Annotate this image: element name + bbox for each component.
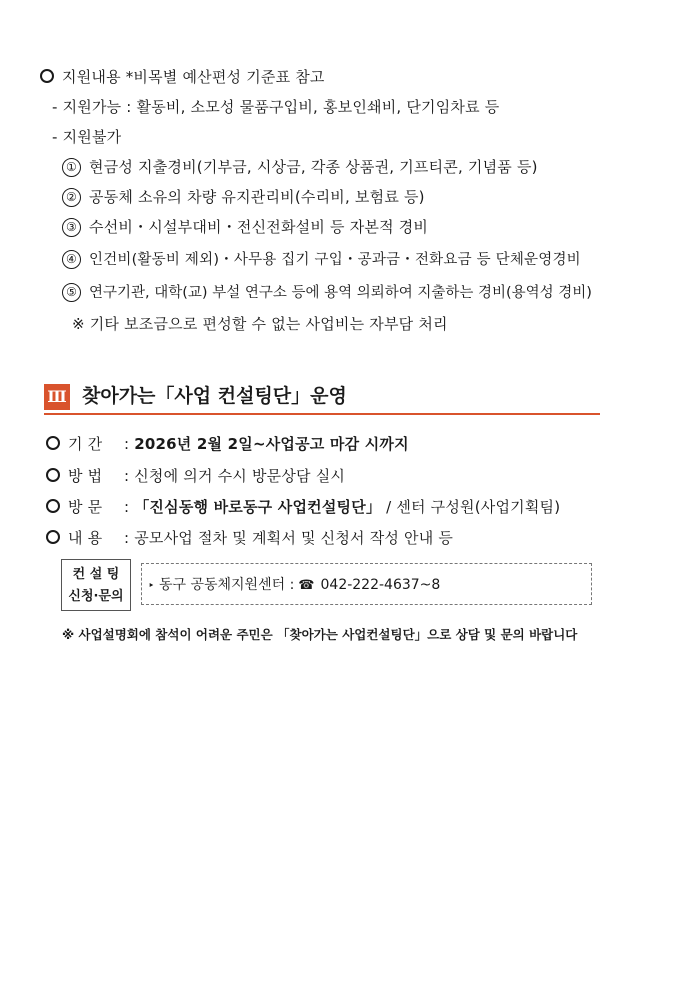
row-label: 방 문 [68,498,103,516]
item-number: ② [62,188,81,207]
phone-icon: ☎ [298,578,315,593]
disallowed-item [62,250,581,270]
row-sep: : [124,529,130,547]
info-row-content [46,528,453,548]
row-label: 기 간 [68,435,103,453]
item-text: 공동체 소유의 차량 유지관리비(수리비, 보험료 등) [89,188,425,206]
circle-bullet-icon [46,499,60,513]
item-number: ① [62,158,81,177]
footnote: ※ 사업설명회에 참석이 어려운 주민은 「찾아가는 사업컨설팅단」으로 상담 및 문의 바랍니다 [62,627,578,642]
circle-bullet-icon [40,69,54,83]
item-number: ⑤ [62,283,81,302]
support-heading: 지원내용 *비목별 예산편성 기준표 참고 [62,68,325,86]
item-text: 연구기관, 대학(교) 부설 연구소 등에 용역 의뢰하여 지출하는 경비(용역성 경비) [89,285,592,301]
section-divider [44,413,600,415]
row-value-bold: 「진심동행 바로동구 사업컨설팅단」 [134,498,382,516]
disallowed-item [62,157,538,178]
box-label-line1: 컨 설 팅 [72,567,120,582]
circle-bullet-icon [46,530,60,544]
row-value: / 센터 구성원(사업기획팀) [386,498,561,516]
circle-bullet-icon [46,436,60,450]
consulting-label-box [61,559,131,611]
contact-box [141,563,592,605]
contact-phone: 042-222-4637~8 [320,577,441,593]
section-title: 찾아가는「사업 컨설팅단」운영 [82,385,347,407]
item-text: 수선비・시설부대비・전신전화설비 등 자본적 경비 [89,218,429,236]
circle-bullet-icon [46,468,60,482]
row-value: 2026년 2월 2일~사업공고 마감 시까지 [134,435,409,453]
disallowed-item [62,187,425,208]
item-number: ③ [62,218,81,237]
info-row-period [46,434,409,454]
row-value: 신청에 의거 수시 방문상담 실시 [134,467,346,485]
info-row-method [46,466,345,486]
row-label: 내 용 [68,529,103,547]
disallowed-item [62,217,428,238]
support-disallowed-title: - 지원불가 [52,128,122,146]
bullet-arrow-icon: ‣ [148,579,155,592]
row-sep: : [124,435,130,453]
item-text: 인건비(활동비 제외)・사무용 집기 구입・공과금・전화요금 등 단체운영경비 [89,252,581,268]
self-pay-note: ※ 기타 보조금으로 편성할 수 없는 사업비는 자부담 처리 [72,315,448,333]
row-value: 공모사업 절차 및 계획서 및 신청서 작성 안내 등 [134,529,454,547]
row-sep: : [124,467,130,485]
row-label: 방 법 [68,467,103,485]
support-allowed: - 지원가능 : 활동비, 소모성 물품구입비, 홍보인쇄비, 단기임차료 등 [52,98,500,116]
support-heading-row [40,67,325,87]
item-number: ④ [62,250,81,269]
contact-name: 동구 공동체지원센터 : [158,577,295,593]
section-number: Ⅲ [44,384,70,410]
box-label-line2: 신청·문의 [68,589,124,604]
disallowed-item [62,283,592,303]
info-row-visit [46,497,560,517]
item-text: 현금성 지출경비(기부금, 시상금, 각종 상품권, 기프티콘, 기념품 등) [89,158,538,176]
row-sep: : [124,498,130,516]
